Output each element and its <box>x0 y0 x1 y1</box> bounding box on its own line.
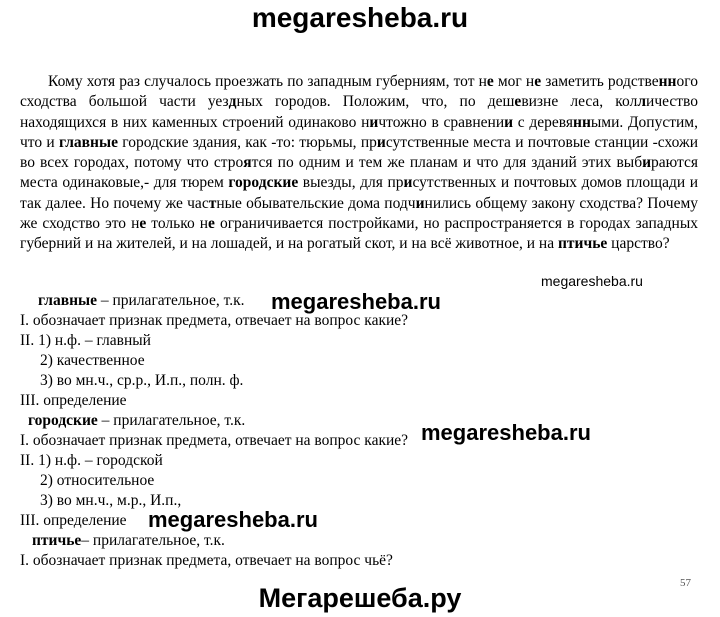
analyzed-word: птичье <box>32 532 82 549</box>
watermark-top: megaresheba.ru <box>251 2 469 33</box>
highlighted-letters: птичье <box>557 235 608 253</box>
text-segment: ные обывательские дома подч <box>216 194 416 212</box>
highlighted-letters: и <box>403 174 413 192</box>
text-segment: ограничивается постройками, но распространяется в городах западных губерний и на жителей, и на лошадей, и на рогатый скот, и на всё животное, и на <box>20 215 698 253</box>
text-segment: только н <box>146 215 209 233</box>
text-segment: ичество находящихся в них каменных строений одинаково н <box>20 93 699 131</box>
highlighted-letters: е <box>534 73 542 90</box>
analysis-line: 2) относительное <box>40 472 155 489</box>
highlighted-letters: я <box>243 154 252 172</box>
watermark-small: megaresheba.ru <box>541 273 643 289</box>
watermark-mid-2: megaresheba.ru <box>421 420 591 445</box>
text-segment: ого сходства большой части уез <box>20 73 698 111</box>
analyzed-word: городские <box>28 412 98 429</box>
text-segment: выезды, для пр <box>298 174 404 192</box>
highlighted-letters: и <box>415 194 425 212</box>
text-segment: тся по одним и тем же планам и что для зданий этих выб <box>251 154 643 172</box>
highlighted-letters: главные <box>58 133 118 151</box>
heading-rest: – прилагательное, т.к. <box>97 412 246 429</box>
text-segment: раются места одинаковые,- для тюрем <box>20 154 699 192</box>
highlighted-letters: нн <box>658 73 677 90</box>
highlighted-letters: и <box>642 154 652 172</box>
analysis-gorodskie-heading <box>28 412 245 430</box>
analysis-line: I. обозначает признак предмета, отвечает на вопрос какие? <box>20 432 409 449</box>
text-segment: заметить родстве <box>541 73 659 90</box>
highlighted-letters: е <box>486 73 494 90</box>
analysis-line: II. 1) н.ф. – главный <box>20 332 151 349</box>
analysis-line: II. 1) н.ф. – городской <box>20 452 163 469</box>
highlighted-letters: т <box>208 194 217 212</box>
watermark-mid-3: megaresheba.ru <box>148 507 318 532</box>
watermark-bottom: Мегарешеба.ру <box>258 583 462 613</box>
text-segment: ных городов. Положим, что, по деш <box>236 93 515 111</box>
analysis-line: I. обозначает признак предмета, отвечает на вопрос чьё? <box>20 552 393 569</box>
watermark-mid-1: megaresheba.ru <box>271 289 441 314</box>
text-segment: мог н <box>493 73 535 90</box>
analysis-line: 2) качественное <box>40 352 145 369</box>
text-segment: царство? <box>607 235 670 253</box>
text-segment: сутственных и почтовых домов площади и так далее. Но почему же час <box>20 174 699 212</box>
highlighted-letters: и <box>376 133 386 151</box>
highlighted-letters: д <box>228 93 237 111</box>
analysis-ptichye-heading <box>32 532 225 550</box>
text-segment: с деревя <box>513 113 574 131</box>
main-paragraph <box>20 72 698 255</box>
heading-rest: – прилагательное, т.к. <box>96 292 245 309</box>
text-segment: чтожно в сравнени <box>378 113 505 131</box>
analysis-line: III. определение <box>20 512 127 529</box>
analysis-line: III. определение <box>20 392 127 409</box>
page-number: 57 <box>680 577 691 589</box>
heading-rest: – прилагательное, т.к. <box>81 532 225 549</box>
highlighted-letters: е <box>139 215 147 233</box>
highlighted-letters: и <box>369 113 379 131</box>
highlighted-letters: е <box>514 93 522 111</box>
text-segment: нились общему закону сходства? Почему же сходство это н <box>20 194 699 233</box>
text-segment: сутственные места и почтовые станции -схожи во всех городах, потому что стро <box>20 133 698 172</box>
text-segment: Кому хотя раз случалось проезжать по западным губерниям, тот н <box>48 73 487 90</box>
text-segment: визне леса, кол <box>521 93 638 111</box>
highlighted-letters: е <box>208 215 215 233</box>
text-segment: ыми. Допустим, что и <box>20 113 698 151</box>
analysis-line: I. обозначает признак предмета, отвечает на вопрос какие? <box>20 312 409 329</box>
highlighted-letters: нн <box>573 113 591 131</box>
highlighted-letters: л <box>637 93 647 111</box>
analysis-glavnye-heading <box>38 292 244 310</box>
analyzed-word: главные <box>38 292 97 309</box>
highlighted-letters: и <box>504 113 514 131</box>
highlighted-letters: городские <box>228 174 299 192</box>
analysis-line: 3) во мн.ч., ср.р., И.п., полн. ф. <box>40 372 244 389</box>
text-segment: городские здания, как -то: тюрьмы, пр <box>117 133 377 151</box>
analysis-line: 3) во мн.ч., м.р., И.п., <box>40 492 182 509</box>
